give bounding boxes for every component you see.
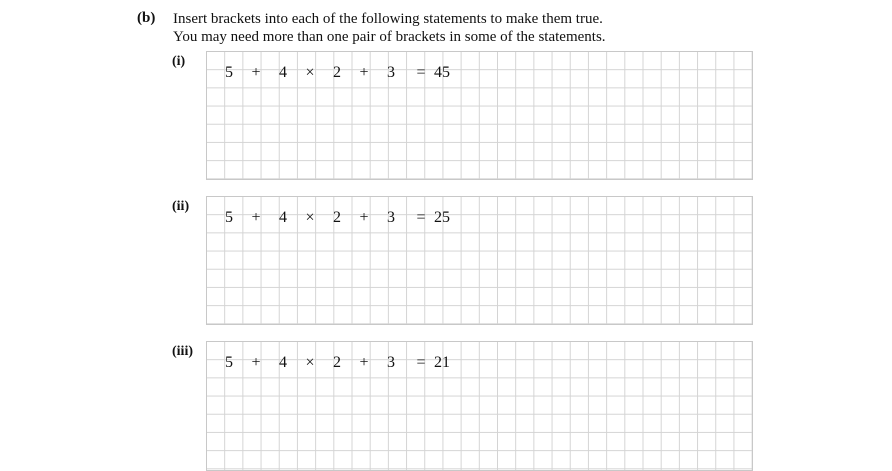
statement-token: 4 xyxy=(279,354,287,371)
equals-sign: = xyxy=(416,64,426,81)
statement-token: 3 xyxy=(387,354,395,371)
statement-result: 21 xyxy=(434,354,450,371)
statement-iii xyxy=(218,354,458,372)
statement-token: + xyxy=(359,354,369,371)
instruction-line-2: You may need more than one pair of brackets in some of the statements. xyxy=(173,29,606,45)
question-iii-label: (iii) xyxy=(172,344,193,359)
statement-token: 2 xyxy=(333,354,341,371)
statement-token: 3 xyxy=(387,64,395,81)
statement-token: 5 xyxy=(225,64,233,81)
equals-sign: = xyxy=(416,209,426,226)
statement-token: + xyxy=(251,354,261,371)
statement-token: 5 xyxy=(225,354,233,371)
statement-token: 2 xyxy=(333,209,341,226)
statement-token: × xyxy=(305,209,315,226)
statement-ii xyxy=(218,209,458,227)
statement-token: 3 xyxy=(387,209,395,226)
statement-token: × xyxy=(305,354,315,371)
statement-result: 45 xyxy=(434,64,450,81)
statement-token: 4 xyxy=(279,64,287,81)
question-i-label: (i) xyxy=(172,54,186,69)
statement-i xyxy=(218,64,458,82)
statement-result: 25 xyxy=(434,209,450,226)
question-ii-label: (ii) xyxy=(172,199,190,214)
equals-sign: = xyxy=(416,354,426,371)
statement-token: 5 xyxy=(225,209,233,226)
instruction-line-1: Insert brackets into each of the following statements to make them true. xyxy=(173,11,603,27)
statement-token: + xyxy=(251,64,261,81)
answer-grid-iii[interactable] xyxy=(206,341,753,471)
statement-token: 4 xyxy=(279,209,287,226)
statement-token: + xyxy=(359,209,369,226)
statement-token: 2 xyxy=(333,64,341,81)
part-label: (b) xyxy=(137,10,156,26)
statement-token: + xyxy=(251,209,261,226)
statement-token: + xyxy=(359,64,369,81)
answer-grid-i[interactable] xyxy=(206,51,753,180)
answer-grid-ii[interactable] xyxy=(206,196,753,325)
statement-token: × xyxy=(305,64,315,81)
